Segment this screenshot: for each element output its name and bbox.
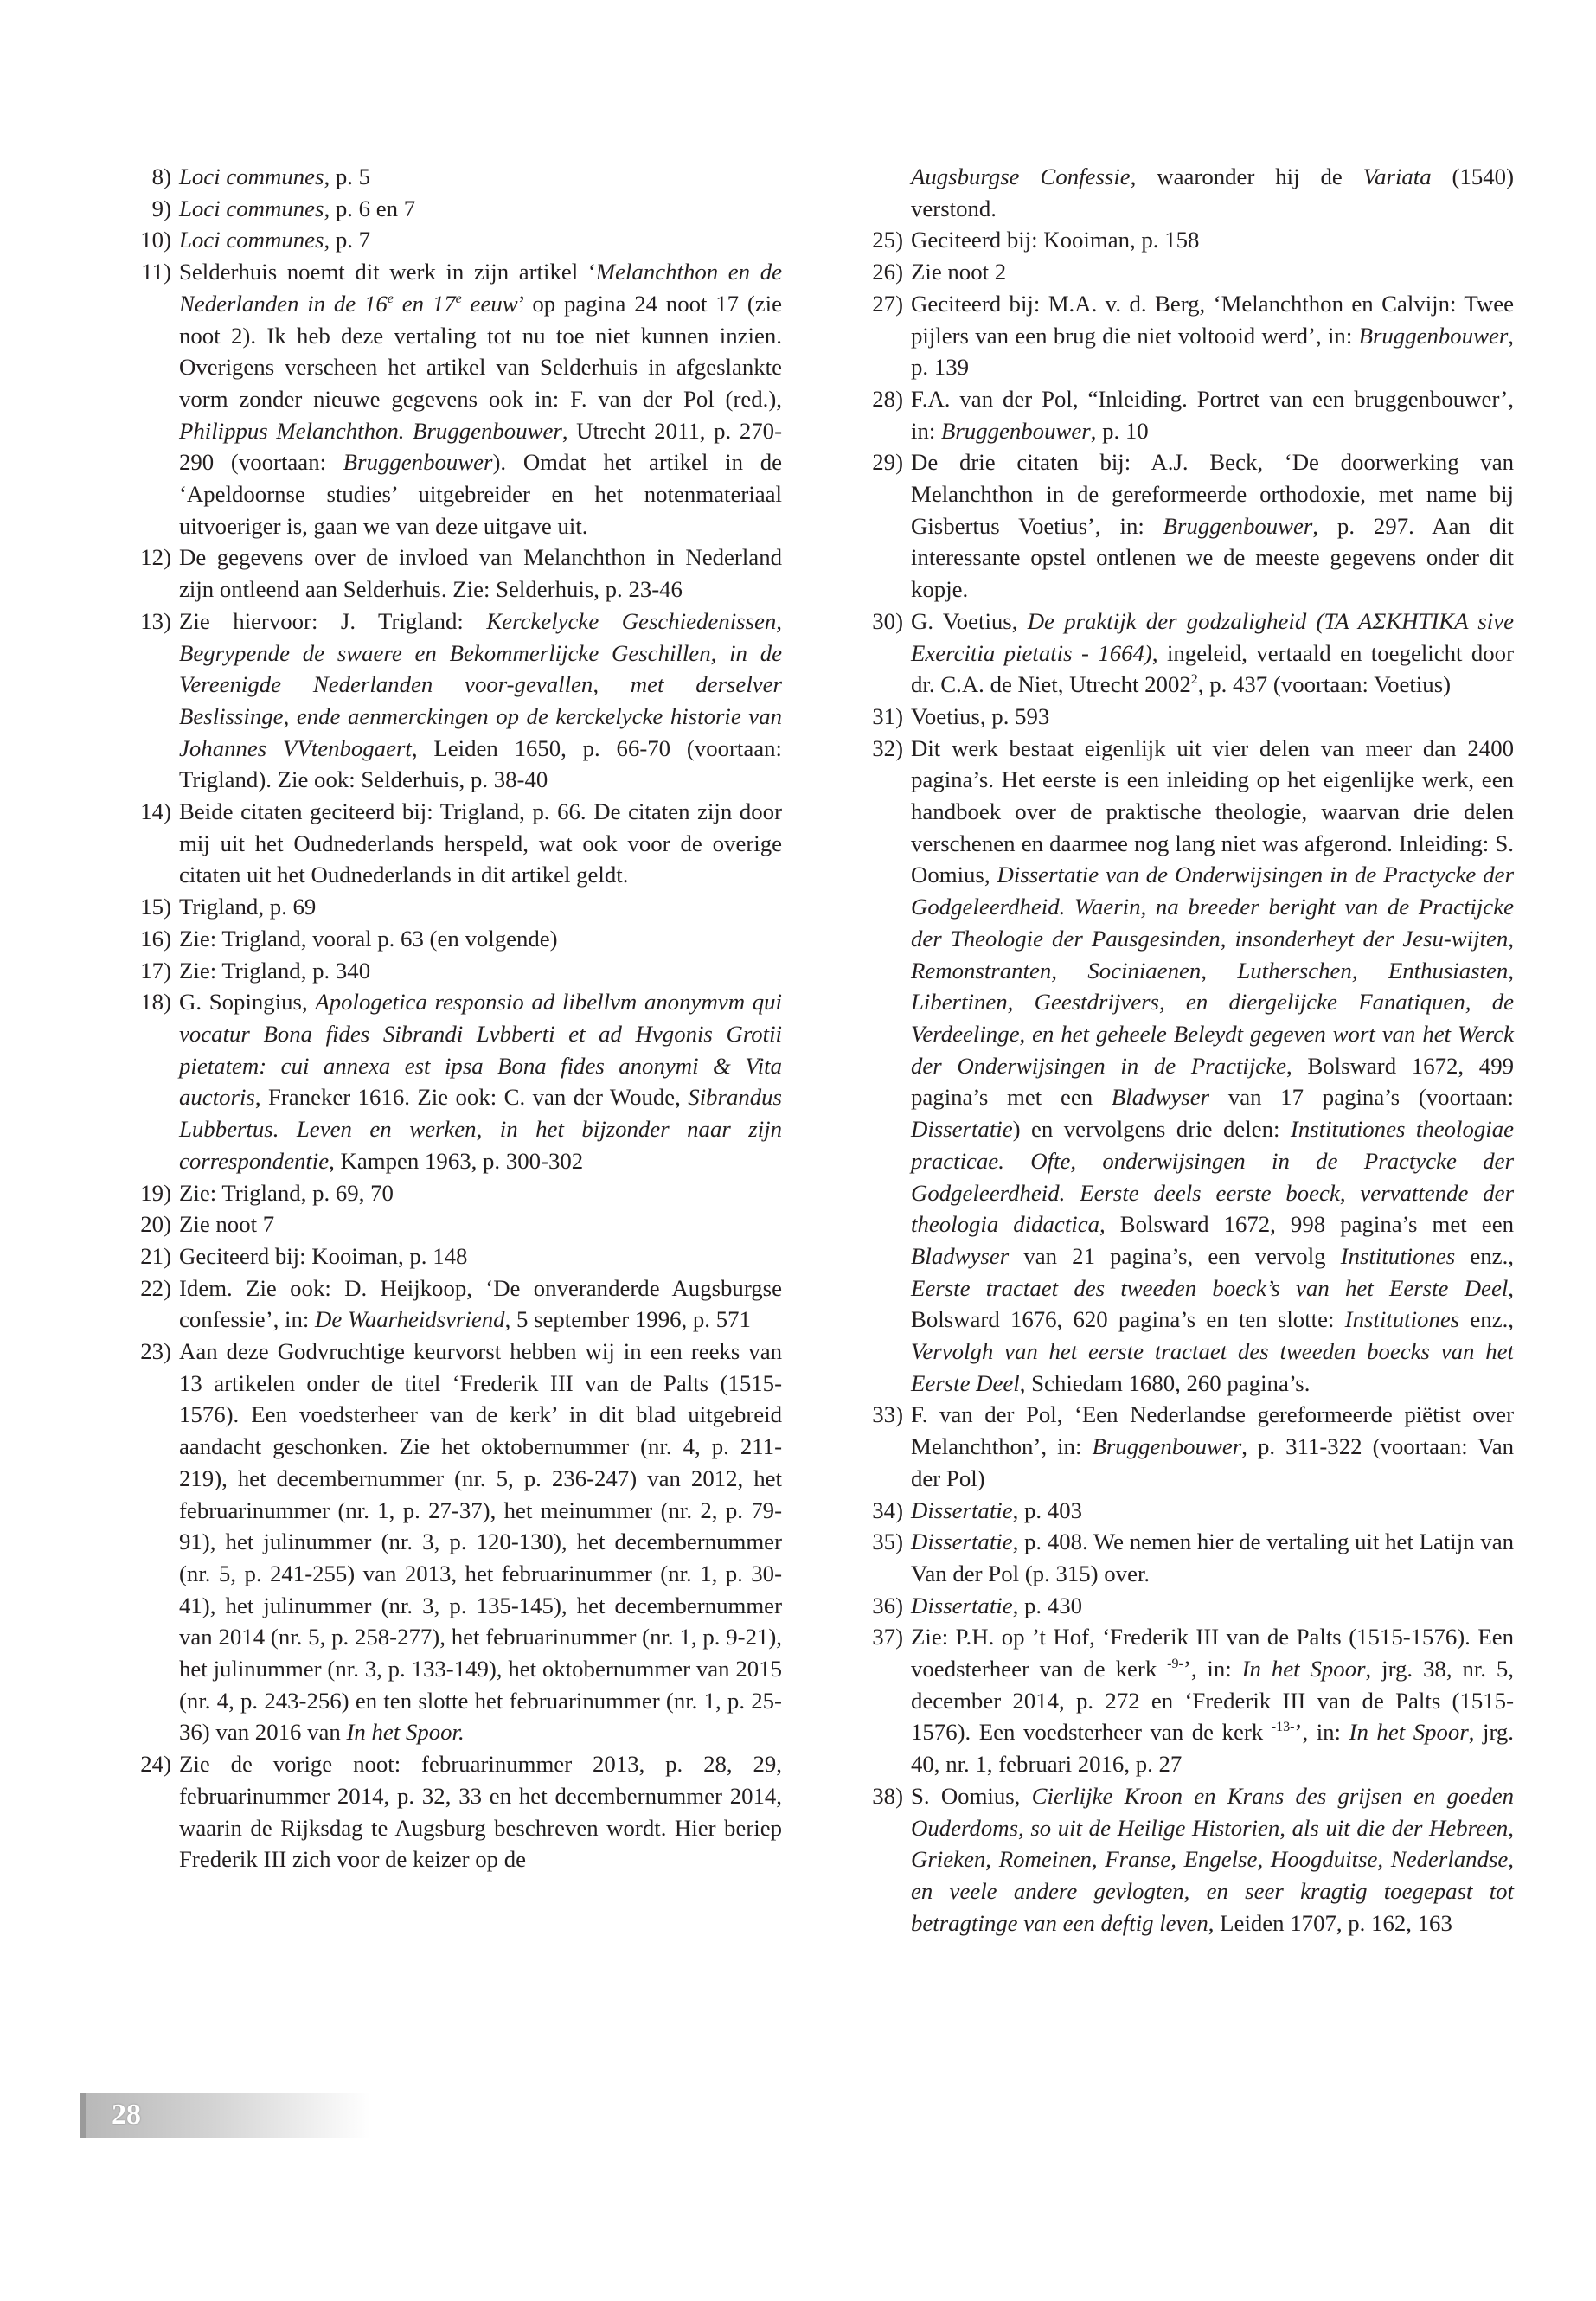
footnote-text: , p. 7: [324, 227, 371, 253]
footnote: [846, 1526, 1514, 1589]
footnote-text: Eerste tractaet des tweeden boeck’s van het Eerste Deel: [911, 1274, 1509, 1301]
footnote-text: , p. 5: [324, 163, 371, 189]
footnote-text: eeuw: [461, 290, 518, 317]
footnote-text: Loci communes: [179, 227, 324, 253]
footnote-number: 29): [872, 449, 903, 476]
footnote-text: De drie citaten bij: A.J. Beck, ‘De doorwerking van Melanchthon in de gereformeerde orthodoxie, met name bij Gisbertus Voetius’, in:: [911, 449, 1514, 539]
footnote-text: , p. 403: [1012, 1497, 1082, 1523]
footnote-number: 11): [141, 259, 171, 285]
footnote-text: Vervolgh van het eerste tractaet des tweeden boecks van het Eerste Deel: [911, 1338, 1514, 1396]
footnote-text: Institutiones: [1340, 1242, 1456, 1269]
footnote-text: Melanchthon en de Nederlanden in de 16: [179, 259, 782, 317]
footnote-text: Bruggenbouwer: [1092, 1433, 1242, 1460]
footnote-text: , 5 september 1996, p. 571: [504, 1306, 751, 1333]
footnote-number: 36): [872, 1592, 903, 1618]
footnote: [114, 1336, 782, 1748]
footnote-number: 12): [140, 544, 171, 571]
footnote-number: 22): [140, 1274, 171, 1301]
footnote: [846, 606, 1514, 701]
footnote-text: Dissertatie van de Onderwijsingen in de Practycke der Godgeleerdheid. Waerin, na breeder beright van de Practijcke der Theologie der Pausgesinden, insonderheyt der Jesu-wijten, Remonstranten, Sociniaenen, Lutherschen, Enthusiasten, Libertinen, Geestdrijvers, en diergelijcke Fanatiquen, de Verdeelinge, en het geheele Beleydt gegeven wort van het Werck der Onderwijsingen in de Practijcke: [911, 862, 1514, 1079]
footnote-text: Zie noot 7: [179, 1211, 275, 1238]
footnote-number: 15): [140, 894, 171, 920]
footnote: [114, 606, 782, 796]
footnote-text: ’ op pagina 24 noot 17 (zie noot 2). Ik heb deze vertaling tot nu toe niet kunnen inzien. Overigens verscheen het artikel van Selderhuis in afgeslankte vorm zonder nieuwe gegevens ook in: F. van der Pol (red.),: [179, 290, 782, 412]
footnote-text: F.A. van der Pol, “Inleiding. Portret van een bruggenbouwer’, in:: [911, 385, 1514, 444]
footnote-text: , Leiden 1707, p. 162, 163: [1208, 1909, 1452, 1936]
footnote-text: , ingeleid, vertaald en toegelicht door dr. C.A. de Niet, Utrecht 2002: [911, 639, 1515, 698]
footnote: [114, 986, 782, 1176]
footnote: [114, 923, 782, 955]
footnote-number: 32): [872, 734, 903, 761]
page-number: 28: [112, 2099, 141, 2131]
footnote: [114, 256, 782, 542]
footnote: [846, 1495, 1514, 1527]
footnote-number: 19): [140, 1179, 171, 1206]
footnote-text: e: [455, 291, 462, 306]
footnote-text: Apologetica responsio ad libellvm anonymvm qui vocatur Bona fides Sibrandi Lvbberti et ad Hvgonis Grotii pietatem: cui annexa est ipsa Bona fides anonymi & Vita auctoris: [179, 989, 782, 1111]
footnote-text: , Utrecht 2011, p. 270-290 (voortaan:: [179, 417, 782, 476]
footnote: [114, 955, 782, 987]
footnote-text: Institutiones theologiae practicae. Ofte, onderwijsingen in de Practycke der Godgeleerdheid. Eerste deels eerste boeck, vervattende der theologia didactica,: [911, 1116, 1514, 1238]
footnote-text: ’, in:: [1294, 1719, 1349, 1746]
footnote-text: Dissertatie: [911, 1529, 1013, 1555]
footnote-text: van 17 pagina’s (voortaan:: [1209, 1084, 1514, 1111]
footnote-text: S. Oomius,: [911, 1782, 1032, 1809]
footnote: [846, 256, 1514, 288]
footnote-number: 34): [872, 1497, 903, 1523]
footnote-text: Bruggenbouwer: [1163, 512, 1313, 539]
footnote-number: 37): [872, 1624, 903, 1650]
footnote-text: enz.,: [1455, 1242, 1514, 1269]
footnote-text: Geciteerd bij: M.A. v. d. Berg, ‘Melanchthon en Calvijn: Twee pijlers van een brug die niet voltooid werd’, in:: [911, 290, 1514, 349]
footnote-number: 33): [872, 1401, 903, 1428]
footnote-number: 16): [140, 925, 171, 952]
footnote: [114, 796, 782, 891]
footnote-text: Dit werk bestaat eigenlijk uit vier delen van meer dan 2400 pagina’s. Het eerste is een inleiding op het eigenlijke werk, een handboek over de praktische theologie, waarvan drie delen verschenen en daarmee nog lang niet was afgerond. Inleiding: S. Oomius,: [911, 734, 1514, 888]
footnote-number: 27): [872, 290, 903, 317]
footnote-text: Bolsward 1672, 998 pagina’s met een: [1105, 1211, 1514, 1238]
footnote-text: Bruggenbouwer: [343, 449, 493, 476]
footnote-text: In het Spoor: [1349, 1719, 1469, 1746]
footnote-text: enz.,: [1459, 1306, 1514, 1333]
footnote-text: ) en vervolgens drie delen:: [1012, 1116, 1291, 1143]
footnote-number: 23): [140, 1338, 171, 1365]
footnote: [846, 1621, 1514, 1780]
footnote-text: Zie: Trigland, p. 69, 70: [179, 1179, 394, 1206]
footnote-text: De gegevens over de invloed van Melanchthon in Nederland zijn ontleend aan Selderhuis. Zie: Selderhuis, p. 23-46: [179, 544, 782, 603]
footnote-number: 38): [872, 1782, 903, 1809]
footnote-number: 20): [140, 1211, 171, 1238]
footnote-text: , Kampen 1963, p. 300-302: [329, 1147, 584, 1174]
footnote-text: -9-: [1167, 1657, 1183, 1672]
footnote: [114, 1208, 782, 1240]
footnotes-left-column: [114, 161, 782, 1875]
footnote-text: Geciteerd bij: Kooiman, p. 148: [179, 1242, 468, 1269]
footnote-number: 18): [140, 989, 171, 1016]
footnote-text: , p. 297. Aan dit interessante opstel ontlenen we de meeste gegevens onder dit kopje.: [911, 512, 1514, 603]
footnote-text: De praktijk der godzaligheid (ΤΑ ΑΣΚΗΤΙΚΑ sive Exercitia pietatis - 1664): [911, 607, 1514, 666]
footnote-text: Bruggenbouwer: [941, 417, 1091, 444]
footnote-text: , p. 408. We nemen hier de vertaling uit het Latijn van Van der Pol (p. 315) over.: [911, 1529, 1514, 1586]
footnote-number: 31): [872, 702, 903, 729]
footnote-text: , Franeker 1616. Zie ook: C. van der Woude,: [254, 1084, 689, 1111]
footnote: [846, 1590, 1514, 1622]
footnote: [114, 542, 782, 605]
footnote-text: Bruggenbouwer: [1358, 322, 1509, 349]
footnote-text: Zie: Trigland, vooral p. 63 (en volgende): [179, 925, 558, 952]
footnote-text: Kerckelycke Geschiedenissen, Begrypende de swaere en Bekommerlijcke Geschillen, in de Vereenigde Nederlanden voor-gevallen, met derselver Beslissinge, ende aenmerckingen op de kerckelycke historie van Johannes VVtenbogaert: [179, 607, 782, 761]
footnote: [846, 383, 1514, 446]
footnote: [114, 1240, 782, 1272]
footnote-text: (1540) verstond.: [911, 163, 1515, 221]
footnote-text: , waaronder hij de: [1130, 163, 1363, 189]
footnote-number: 9): [151, 195, 171, 221]
footnote-number: 30): [872, 607, 903, 634]
footnote-text: Sibrandus Lubbertus. Leven en werken, in het bijzonder naar zijn correspondentie: [179, 1084, 782, 1174]
footnote: [114, 1177, 782, 1209]
footnote-text: -13-: [1271, 1720, 1295, 1735]
footnote-text: , p. 430: [1012, 1592, 1082, 1618]
footnote: [846, 1399, 1514, 1494]
footnote-text: van 21 pagina’s, een vervolg: [1009, 1242, 1341, 1269]
footnote-text: Philippus Melanchthon. Bruggenbouwer: [179, 417, 562, 444]
footnote: [846, 288, 1514, 383]
footnote-number: 10): [140, 227, 171, 253]
footnote-text: en 17: [393, 290, 456, 317]
footnote-number: 13): [140, 607, 171, 634]
footnote-text: Loci communes: [179, 163, 324, 189]
footnote-text: Geciteerd bij: Kooiman, p. 158: [911, 227, 1200, 253]
footnote-text: Zie: Trigland, p. 340: [179, 957, 371, 984]
footnote-text: De Waarheidsvriend: [315, 1306, 505, 1333]
footnote-text: Dissertatie: [911, 1116, 1013, 1143]
footnote-number: 17): [140, 957, 171, 984]
footnote-text: , p. 437 (voortaan: Voetius): [1197, 671, 1452, 698]
footnote: [114, 1748, 782, 1875]
footnotes-right-column: [846, 161, 1514, 1939]
footnote-text: , Bolsward 1672, 499 pagina’s met een: [911, 1052, 1514, 1111]
footnote-text: Bladwyser: [911, 1242, 1010, 1269]
footnote-text: G. Sopingius,: [179, 989, 316, 1016]
footnote-text: Aan deze Godvruchtige keurvorst hebben wij in een reeks van 13 artikelen onder de titel ‘Frederik III van de Palts (1515- 1576). Een voedsterheer van de kerk’ in dit blad uitgebreid aandacht geschonken. Zie het oktobernummer (nr. 4, p. 211-219), het decembernummer (nr. 5, p. 236-247) van 2012, het februarinummer (nr. 1, p. 27-37), het meinummer (nr. 2, p. 79-91), het julinummer (nr. 3, p. 120-130), het decembernummer (nr. 5, p. 241-255) van 2013, het februarinummer (nr. 1, p. 30-41), het julinummer (nr. 3, p. 135-145), het decembernummer van 2014 (nr. 5, p. 258-277), het februarinummer (nr. 1, p. 9-21), het julinummer (nr. 3, p. 133-149), het oktobernummer van 2015 (nr. 4, p. 243-256) en ten slotte het februarinummer (nr. 1, p. 25-36) van 2016 van: [179, 1338, 782, 1746]
footnote-text: Loci communes: [179, 195, 324, 221]
footnote: [846, 224, 1514, 256]
footnote-text: Institutiones: [1344, 1306, 1460, 1333]
footnote-text: Selderhuis noemt dit werk in zijn artikel ‘: [179, 259, 596, 285]
footnote-text: Voetius, p. 593: [911, 702, 1050, 729]
footnote-text: Augsburgse Confessie: [911, 163, 1131, 189]
footnote: [114, 193, 782, 225]
footnote-number: 28): [872, 385, 903, 412]
footnote-text: ). Omdat het artikel in de ‘Apeldoornse studies’ uitgebreider en het notenmateriaal uitvoeriger is, gaan we van deze uitgave uit.: [179, 449, 782, 539]
footnote: [846, 446, 1514, 606]
footnote: [846, 1780, 1514, 1939]
footnote-number: 8): [151, 163, 171, 189]
footnote-text: Bladwyser: [1111, 1084, 1210, 1111]
footnote-text: Cierlijke Kroon en Krans des grijsen en goeden Ouderdoms, so uit de Heilige Historien, als uit die der Hebreen, Grieken, Romeinen, Franse, Engelse, Hoogduitse, Nederlandse, en veele andere gevlogten, en seer kragtig toegepast tot betragtinge van een deftig leven: [911, 1782, 1514, 1936]
footnote-number: 26): [872, 259, 903, 285]
footnote-text: Zie: P.H. op ’t Hof, ‘Frederik III van de Palts (1515-1576). Een voedsterheer van de kerk: [911, 1624, 1514, 1682]
footnote-number: 24): [140, 1751, 171, 1778]
footnote-text: ’, in:: [1183, 1656, 1242, 1682]
footnote-text: Zie de vorige noot: februarinummer 2013, p. 28, 29, februarinummer 2014, p. 32, 33 en het decembernummer 2014, waarin de Rijksdag te Augsburg beschreven wordt. Hier beriep Frederik III zich voor de keizer op de: [179, 1751, 782, 1873]
footnote: [114, 161, 782, 193]
footnote-text: , Bolsward 1676, 620 pagina’s en ten slotte:: [911, 1274, 1514, 1333]
footnote-text: F. van der Pol, ‘Een Nederlandse gereformeerde piëtist over Melanchthon’, in:: [911, 1401, 1514, 1460]
footnote: [114, 224, 782, 256]
footnote-text: Dissertatie: [911, 1497, 1013, 1523]
footnote-text: Beide citaten geciteerd bij: Trigland, p. 66. De citaten zijn door mij uit het Oudnederlands herspeld, wat ook voor de overige citaten uit het Oudnederlands in dit artikel geldt.: [179, 798, 782, 888]
footnote-text: Zie noot 2: [911, 259, 1007, 285]
footnote-text: , jrg. 40, nr. 1, februari 2016, p. 27: [911, 1719, 1514, 1778]
footnote: [114, 1272, 782, 1336]
footnote-text: In het Spoor.: [346, 1719, 465, 1746]
footnote-text: Dissertatie: [911, 1592, 1013, 1618]
footnote-text: Idem. Zie ook: D. Heijkoop, ‘De onveranderde Augsburgse confessie’, in:: [179, 1274, 782, 1333]
footnote-number: 35): [872, 1529, 903, 1555]
footnote-number: 25): [872, 227, 903, 253]
footnote-text: Variata: [1362, 163, 1432, 189]
footnote-text: G. Voetius,: [911, 607, 1028, 634]
footnote: [846, 701, 1514, 733]
footnote-text: 2: [1190, 672, 1198, 688]
footnote-text: e: [387, 291, 394, 306]
footnote-text: In het Spoor: [1241, 1656, 1366, 1682]
footnote: [114, 891, 782, 923]
page-number-bar: [80, 2093, 370, 2138]
footnote-text: Zie hiervoor: J. Trigland:: [179, 607, 487, 634]
footnote-text: , p. 6 en 7: [324, 195, 416, 221]
footnote-number: 21): [140, 1242, 171, 1269]
footnote-text: , p. 311-322 (voortaan: Van der Pol): [911, 1433, 1514, 1491]
footnote-text: , Schiedam 1680, 260 pagina’s.: [1019, 1369, 1311, 1396]
footnote-number: 14): [140, 798, 171, 825]
footnote-text: , p. 139: [911, 322, 1514, 381]
footnote-text: Trigland, p. 69: [179, 894, 317, 920]
footnote: [846, 733, 1514, 1400]
footnote-text: , Leiden 1650, p. 66-70 (voortaan: Trigland). Zie ook: Selderhuis, p. 38-40: [179, 734, 782, 793]
footnote-text: , jrg. 38, nr. 5, december 2014, p. 272 en ‘Frederik III van de Palts (1515-1576). Een voedsterheer van de kerk: [911, 1656, 1514, 1746]
footnote: [846, 161, 1514, 224]
footnote-text: , p. 10: [1090, 417, 1149, 444]
